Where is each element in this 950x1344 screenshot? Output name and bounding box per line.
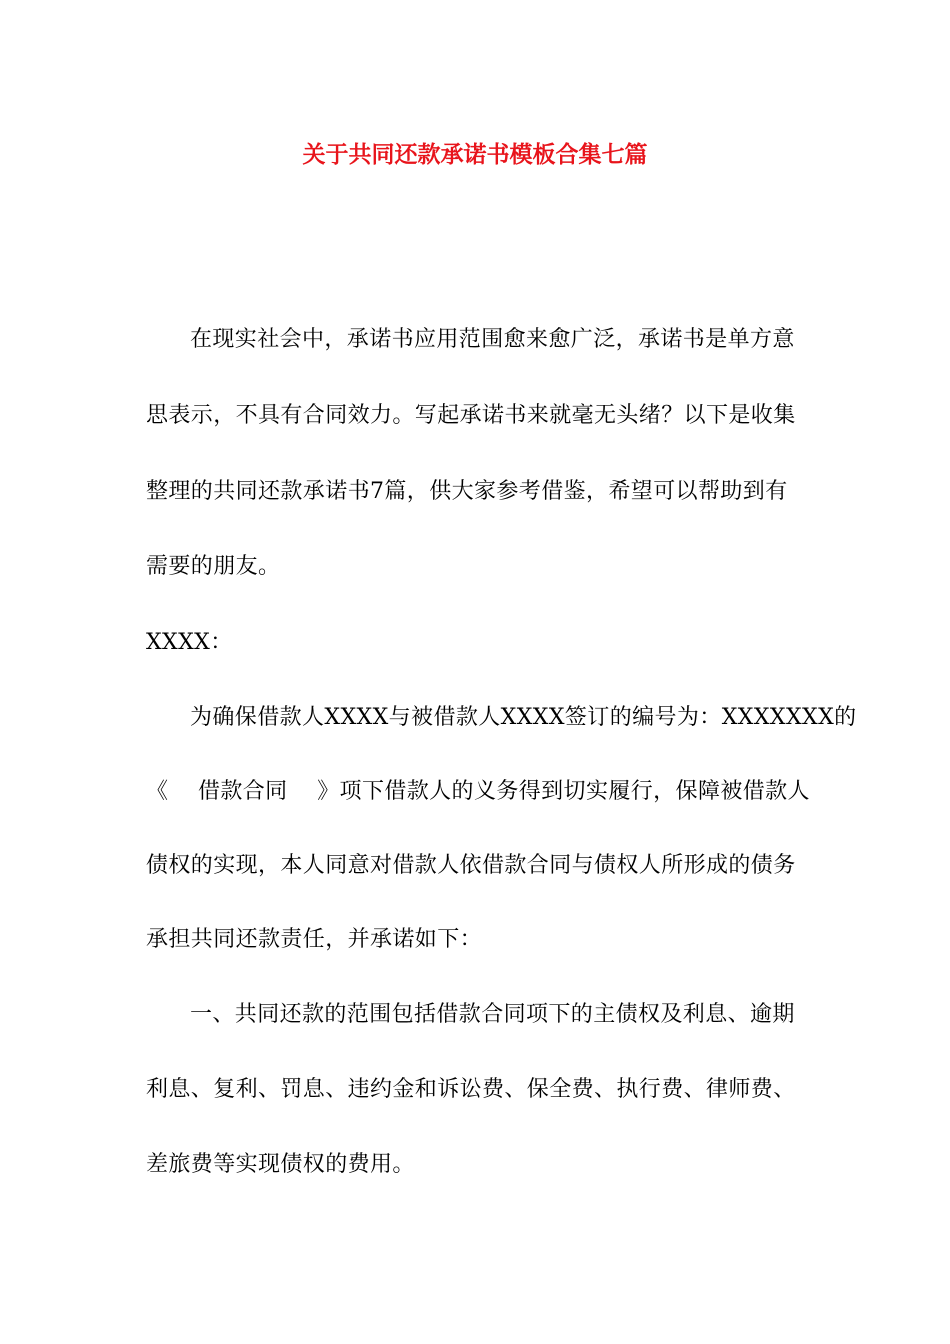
salutation-line: XXXX： (146, 630, 233, 655)
paragraph-3-line-3: 差旅费等实现债权的费用。 (146, 1152, 415, 1177)
paragraph-2-line-3: 债权的实现，本人同意对借款人依借款合同与债权人所形成的债务 (146, 853, 796, 878)
paragraph-1-line-2: 思表示，不具有合同效力。写起承诺书来就毫无头绪？以下是收集 (146, 403, 796, 428)
paragraph-1-line-3: 整理的共同还款承诺书7篇，供大家参考借鉴，希望可以帮助到有 (146, 479, 788, 504)
paragraph-3-line-2: 利息、复利、罚息、违约金和诉讼费、保全费、执行费、律师费、 (146, 1077, 796, 1102)
paragraph-2-line-1: 为确保借款人XXXX与被借款人XXXX签订的编号为：XXXXXXX的 (190, 705, 857, 730)
paragraph-1-line-4: 需要的朋友。 (146, 554, 281, 579)
paragraph-1-line-1: 在现实社会中，承诺书应用范围愈来愈广泛，承诺书是单方意 (190, 327, 795, 352)
document-title: 关于共同还款承诺书模板合集七篇 (302, 141, 648, 168)
paragraph-2-line-4: 承担共同还款责任，并承诺如下： (146, 927, 483, 952)
paragraph-2-line-2: 《 借款合同 》项下借款人的义务得到切实履行，保障被借款人 (146, 779, 810, 804)
paragraph-3-line-1: 一、共同还款的范围包括借款合同项下的主债权及利息、逾期 (190, 1002, 795, 1027)
